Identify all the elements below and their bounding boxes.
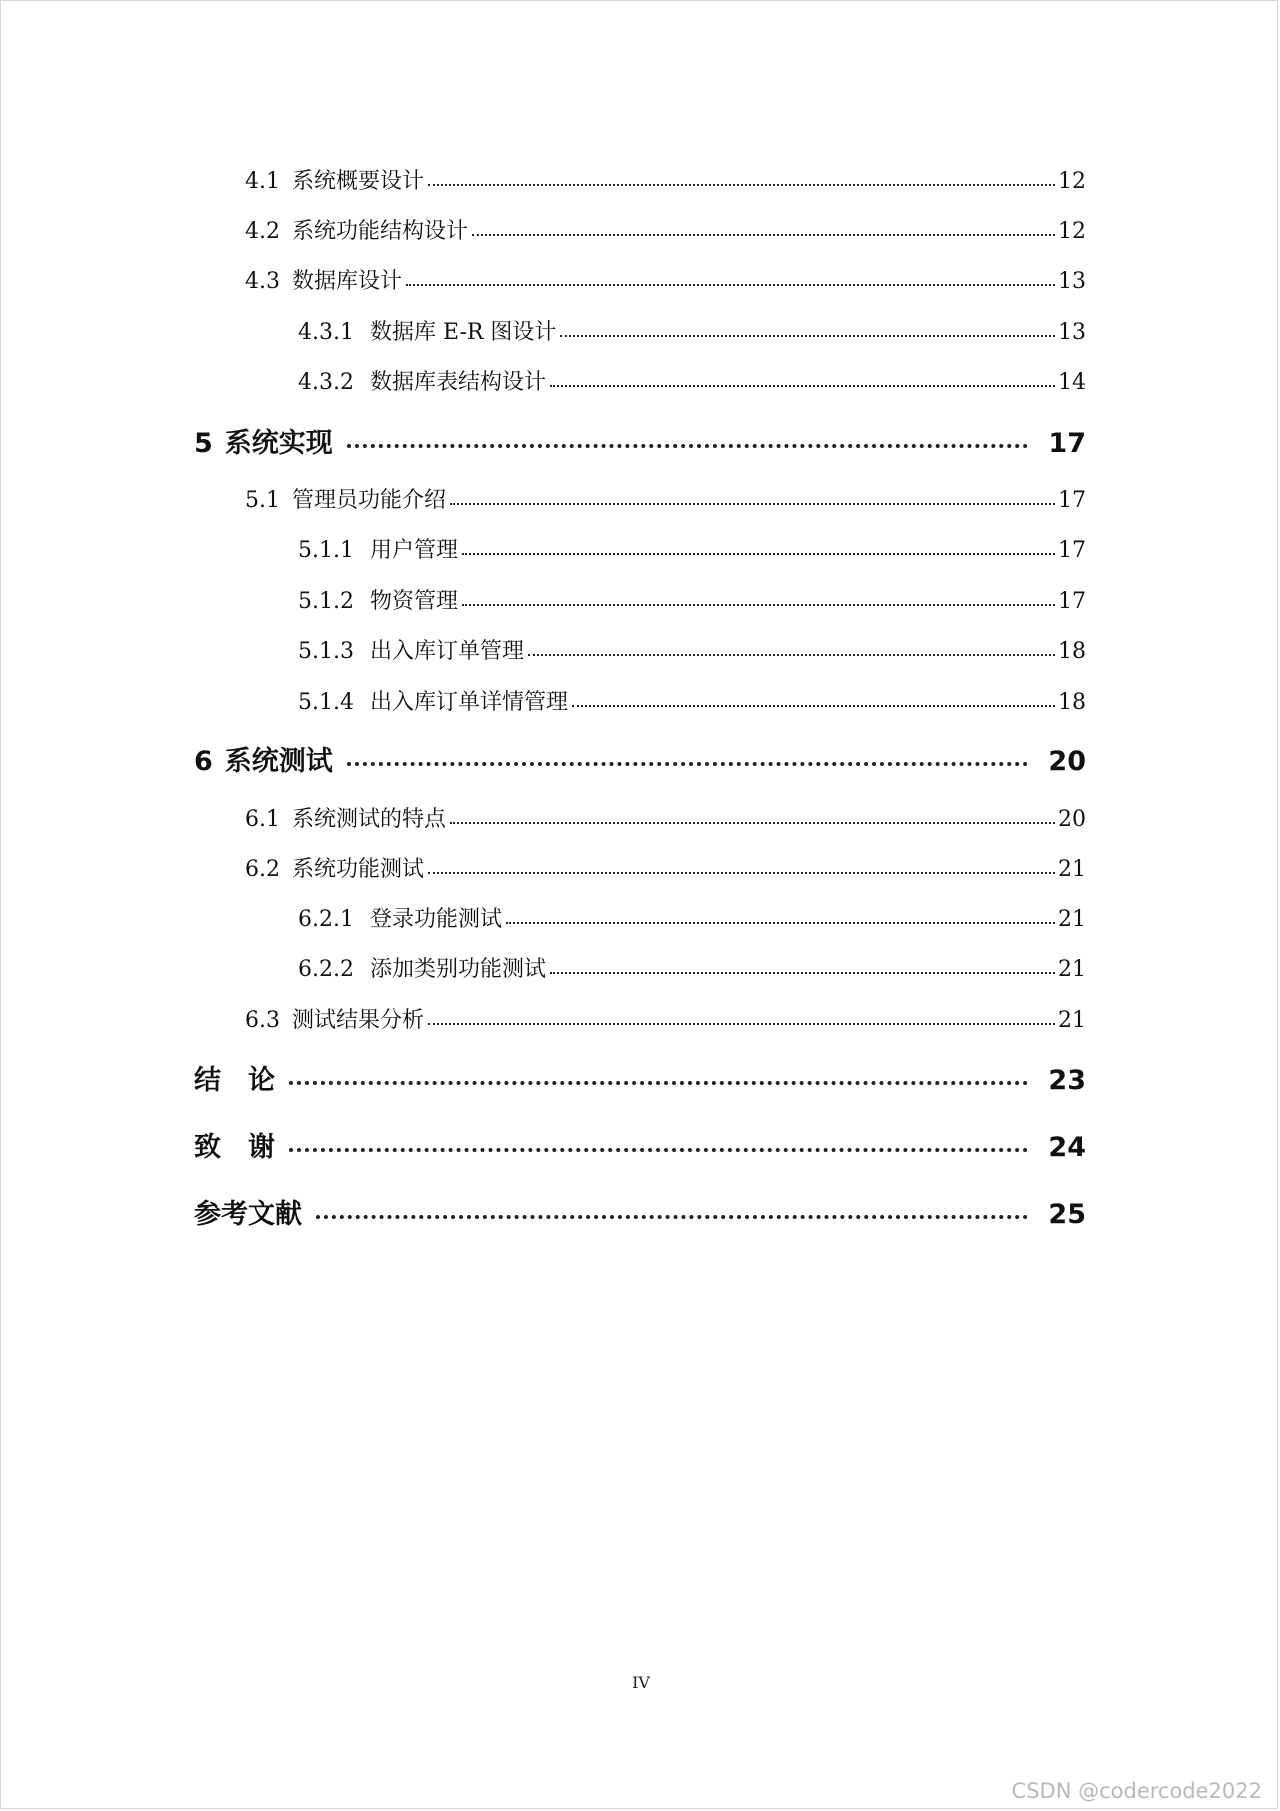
toc-entry-title: 出入库订单管理	[369, 639, 524, 664]
dot-leader	[528, 636, 1055, 658]
toc-entry-number: 6.3	[245, 1008, 280, 1033]
toc-chapter-page: 23	[1048, 1065, 1086, 1096]
toc-entry-number: 5.1.4	[298, 690, 354, 715]
toc-entry-page: 14	[1058, 370, 1086, 395]
toc-entry	[245, 214, 1086, 245]
dot-leader	[550, 367, 1055, 389]
toc-entry-title: 用户管理	[369, 538, 458, 563]
toc-entry-title: 数据库设计	[292, 269, 403, 294]
toc-entry	[245, 1003, 1086, 1034]
toc-entry	[298, 902, 1086, 933]
toc-entry-page: 12	[1058, 169, 1086, 194]
toc-entry-number: 4.2	[245, 219, 280, 244]
toc-entry-page: 21	[1058, 907, 1086, 932]
toc-entry-title: 物资管理	[369, 589, 458, 614]
toc-entry-page: 21	[1058, 857, 1086, 882]
toc-entry	[298, 315, 1086, 346]
toc-entry	[245, 802, 1086, 833]
dot-leader	[289, 1129, 1028, 1156]
toc-entry	[298, 685, 1086, 716]
dot-leader	[347, 425, 1029, 452]
toc-entry-title: 添加类别功能测试	[369, 957, 546, 982]
toc-entry	[245, 483, 1086, 514]
toc-entry-page: 20	[1058, 807, 1086, 832]
toc-entry-number: 5.1	[245, 488, 280, 513]
toc-chapter-title: 结 论	[194, 1065, 275, 1096]
toc-entry-number: 6.2.1	[298, 907, 354, 932]
dot-leader	[428, 854, 1055, 876]
dot-leader	[550, 954, 1055, 976]
toc-entry-page: 13	[1058, 269, 1086, 294]
toc-entry-title: 数据库表结构设计	[369, 370, 546, 395]
toc-chapter-title: 参考文献	[194, 1199, 302, 1230]
toc-entry	[245, 264, 1086, 295]
toc-chapter-title: 系统实现	[224, 428, 333, 459]
toc-entry-number: 4.3.1	[298, 320, 354, 345]
toc-entry-title: 测试结果分析	[292, 1008, 425, 1033]
toc-chapter	[194, 421, 1086, 460]
toc-chapter-title: 系统测试	[224, 746, 333, 777]
toc-entry-title: 出入库订单详情管理	[369, 690, 568, 715]
toc-entry-number: 6.1	[245, 807, 280, 832]
toc-entry	[245, 164, 1086, 195]
toc-chapter-title: 致 谢	[194, 1132, 275, 1163]
toc-entry-number: 6.2	[245, 857, 280, 882]
toc-chapter	[194, 1058, 1086, 1097]
toc-entry-number: 5.1.1	[298, 538, 354, 563]
dot-leader	[462, 535, 1055, 557]
toc-entry-number: 5.1.2	[298, 589, 354, 614]
toc-chapter	[194, 739, 1086, 778]
toc-chapter	[194, 1125, 1086, 1164]
toc-entry-title: 系统功能结构设计	[292, 219, 469, 244]
dot-leader	[506, 904, 1055, 926]
toc-entry-number: 4.3	[245, 269, 280, 294]
dot-leader	[462, 586, 1055, 608]
toc-chapter-page: 25	[1048, 1199, 1086, 1230]
toc-chapter-page: 24	[1048, 1132, 1086, 1163]
toc-entry	[245, 852, 1086, 883]
toc-entry-page: 17	[1058, 538, 1086, 563]
toc-entry	[298, 952, 1086, 983]
toc-entry-number: 4.1	[245, 169, 280, 194]
dot-leader	[450, 804, 1055, 826]
page-number-footer: IV	[632, 1673, 650, 1692]
dot-leader	[572, 687, 1055, 709]
toc-entry-page: 18	[1058, 690, 1086, 715]
toc-entry-number: 4.3.2	[298, 370, 354, 395]
dot-leader	[347, 743, 1029, 770]
dot-leader	[289, 1062, 1028, 1089]
toc-entry-title: 系统测试的特点	[292, 807, 447, 832]
dot-leader	[428, 166, 1055, 188]
dot-leader	[428, 1005, 1055, 1027]
toc-chapter-number: 5	[194, 428, 213, 459]
toc-entry-title: 管理员功能介绍	[292, 488, 447, 513]
toc-entry	[298, 533, 1086, 564]
toc-entry-page: 12	[1058, 219, 1086, 244]
toc-entry-title: 系统功能测试	[292, 857, 425, 882]
dot-leader	[316, 1196, 1028, 1223]
toc-entry-title: 系统概要设计	[292, 169, 425, 194]
toc-chapter-page: 20	[1048, 746, 1086, 777]
toc-entry-title: 登录功能测试	[369, 907, 502, 932]
toc-entry-page: 17	[1058, 589, 1086, 614]
dot-leader	[560, 317, 1055, 339]
dot-leader	[406, 266, 1055, 288]
toc-entry-number: 5.1.3	[298, 639, 354, 664]
toc-entry	[298, 634, 1086, 665]
toc-entry-page: 13	[1058, 320, 1086, 345]
toc-entry	[298, 365, 1086, 396]
dot-leader	[450, 485, 1055, 507]
watermark: CSDN @codercode2022	[1011, 1779, 1262, 1803]
toc-entry-page: 21	[1058, 957, 1086, 982]
toc-entry-number: 6.2.2	[298, 957, 354, 982]
toc-chapter-page: 17	[1048, 428, 1086, 459]
toc-entry-page: 21	[1058, 1008, 1086, 1033]
toc-entry-page: 18	[1058, 639, 1086, 664]
toc-entry	[298, 584, 1086, 615]
toc-chapter	[194, 1192, 1086, 1231]
toc-chapter-number: 6	[194, 746, 213, 777]
dot-leader	[472, 216, 1055, 238]
toc-entry-title: 数据库 E-R 图设计	[369, 320, 557, 345]
toc-entry-page: 17	[1058, 488, 1086, 513]
